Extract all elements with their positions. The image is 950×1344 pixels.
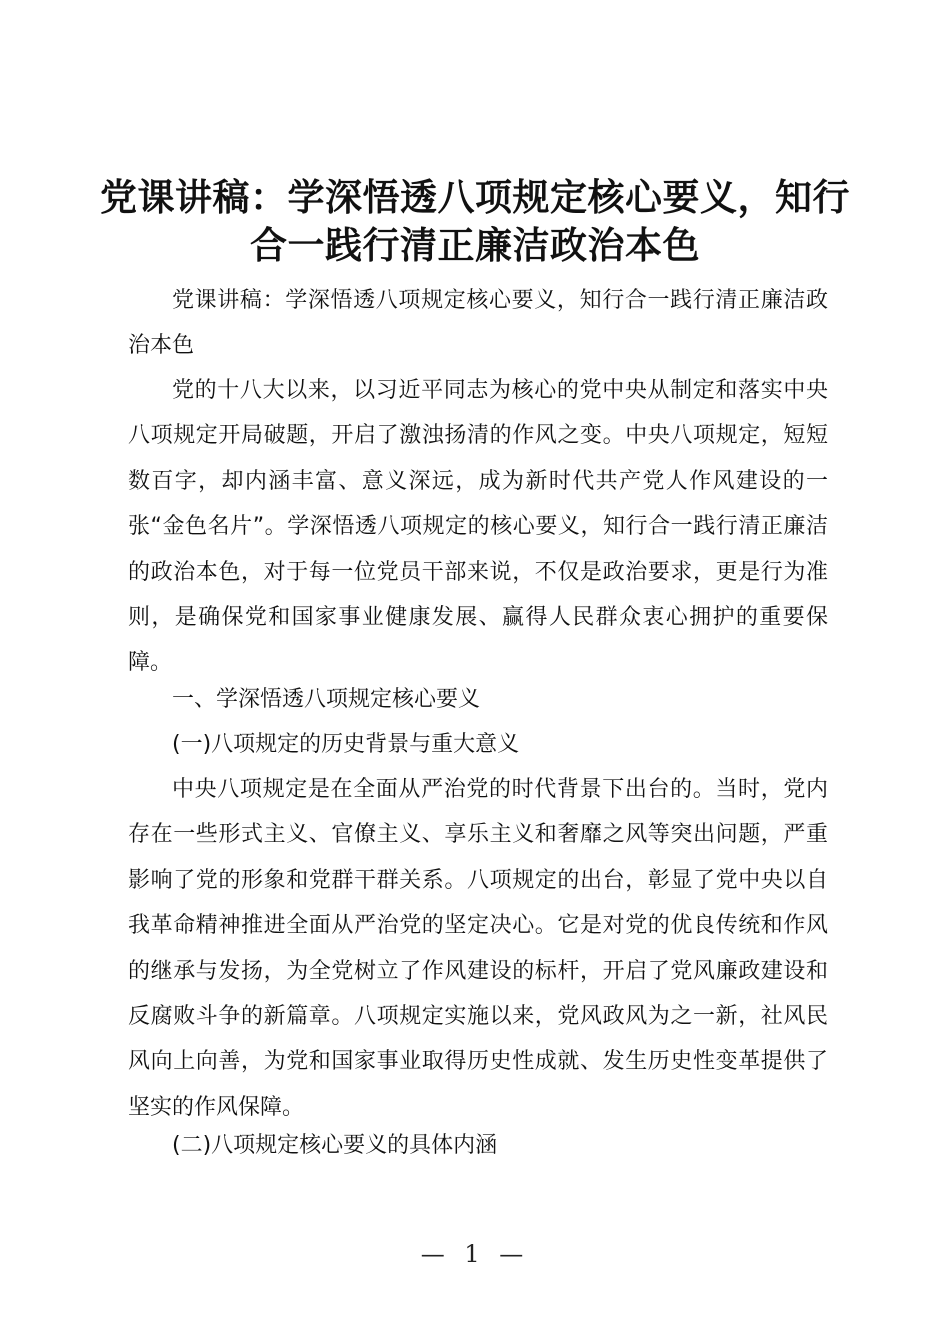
subsection-1-heading: (一)八项规定的历史背景与重大意义 — [172, 732, 520, 757]
page-number: — 1 — — [420, 1240, 530, 1268]
section-1-heading: 一、学深悟透八项规定核心要义 — [172, 687, 481, 712]
subsection-2-heading: (二)八项规定核心要义的具体内涵 — [172, 1133, 498, 1158]
subsection-1-paragraph: 中央八项规定是在全面从严治党的时代背景下出台的。当时，党内存在一些形式主义、官僚主义、享乐主义和奢靡之风等突出问题，严重影响了党的形象和党群干群关系。八项规定的出台，彰显了党中央以自我革命精神推进全面从严治党的坚定决心。它是对党的优良传统和作风的继承与发扬，为全党树立了作风建设的标杆，开启了党风廉政建设和反腐败斗争的新篇章。八项规定实施以来，党风政风为之一新，社风民风向上向善，为党和国家事业取得历史性成就、发生历史性变革提供了坚实的作风保障。 — [128, 777, 828, 1120]
intro-paragraph: 党的十八大以来，以习近平同志为核心的党中央从制定和落实中央八项规定开局破题，开启了激浊扬清的作风之变。中央八项规定，短短数百字，却内涵丰富、意义深远，成为新时代共产党人作风建设的一张“金色名片”。学深悟透八项规定的核心要义，知行合一践行清正廉洁的政治本色，对于每一位党员干部来说，不仅是政治要求，更是行为准则，是确保党和国家事业健康发展、赢得人民群众衷心拥护的重要保障。 — [128, 378, 828, 676]
document-title-line-2: 合一践行清正廉洁政治本色 — [250, 224, 700, 267]
document-title-line-1: 党课讲稿：学深悟透八项规定核心要义，知行 — [100, 176, 850, 219]
document-subtitle: 党课讲稿：学深悟透八项规定核心要义，知行合一践行清正廉洁政治本色 — [128, 288, 828, 359]
